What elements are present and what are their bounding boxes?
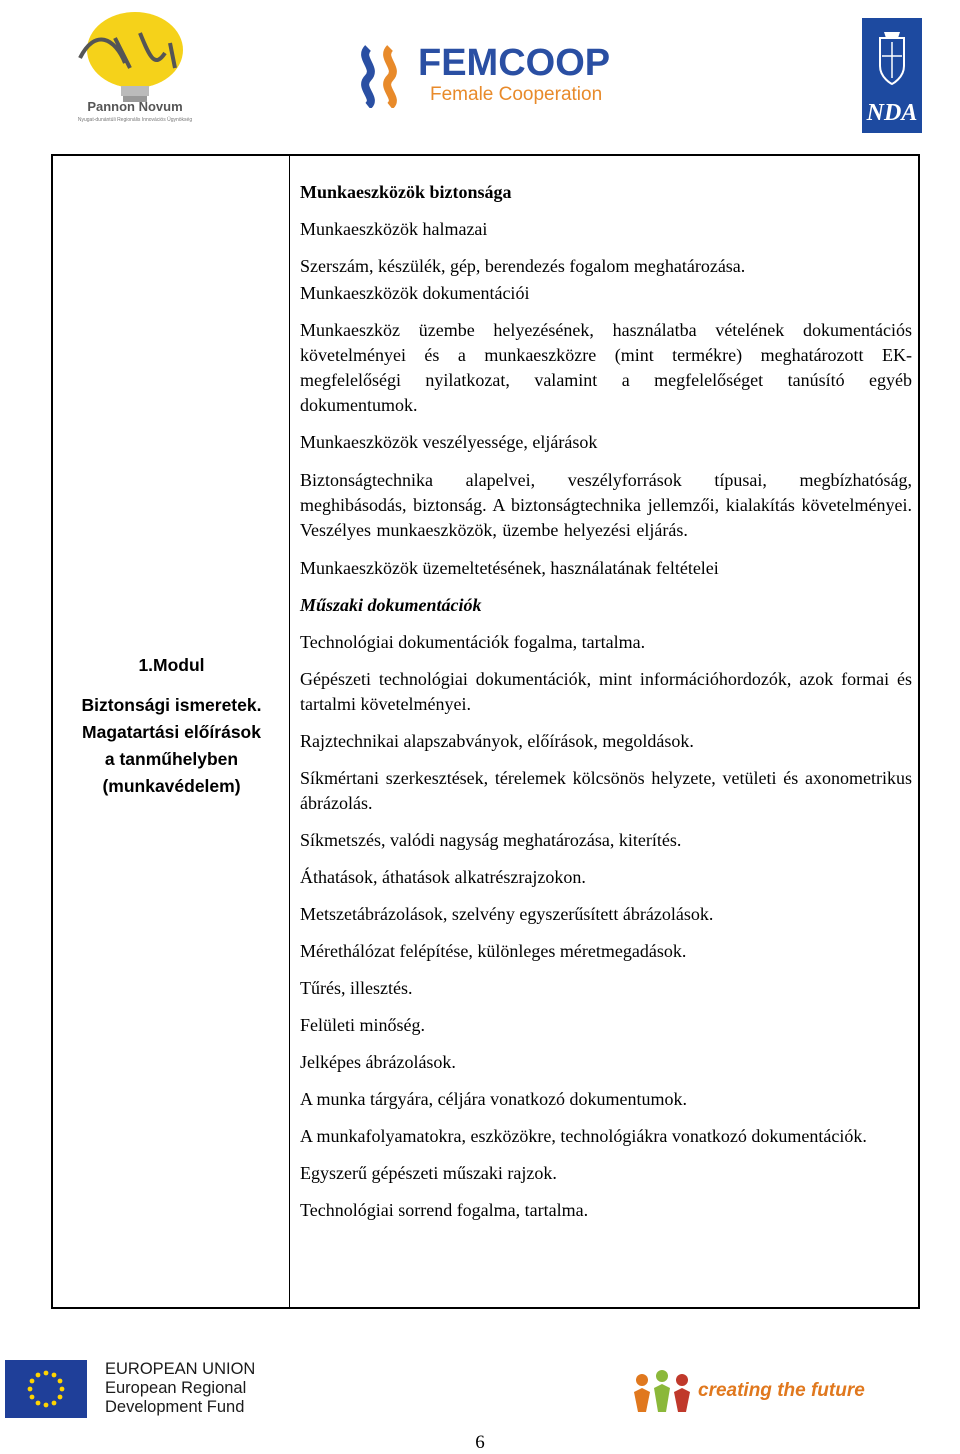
curriculum-table <box>51 154 920 1309</box>
module-label <box>53 652 290 800</box>
femcoop-title: FEMCOOP <box>418 42 611 84</box>
content-column <box>300 180 912 1223</box>
module-line: (munkavédelem) <box>102 776 241 796</box>
nda-title: NDA <box>866 100 918 126</box>
eu-line: European Regional <box>105 1379 247 1397</box>
eu-line: Development Fund <box>105 1398 245 1416</box>
content-paragraph: Rajztechnikai alapszabványok, előírások, megoldások. <box>300 731 694 751</box>
content-paragraph: Metszetábrázolások, szelvény egyszerűsített ábrázolások. <box>300 904 714 924</box>
subsection-title: Műszaki dokumentációk <box>300 595 482 615</box>
eu-erdf-logo <box>5 1360 260 1420</box>
section-title: Munkaeszközök biztonsága <box>300 182 512 202</box>
content-paragraph: Biztonságtechnika alapelvei, veszélyforrások típusai, megbízhatóság, meghibásodás, biztonság. A biztonságtechnika jellemzői, kialakítás követelményei. Veszélyes munkaeszközök, üzembe helyezési eljárás. <box>300 470 912 540</box>
content-paragraph: Síkmetszés, valódi nagyság meghatározása, kiterítés. <box>300 830 682 850</box>
eu-erdf-text <box>105 1360 255 1417</box>
pannon-novum-bulb-graphic <box>55 8 215 128</box>
content-paragraph: Munkaeszközök halmazai <box>300 219 488 239</box>
content-paragraph: Technológiai sorrend fogalma, tartalma. <box>300 1200 589 1220</box>
pannon-novum-subtitle: Nyugat-dunántúli Regionális Innovációs Ügynökség <box>77 117 193 123</box>
content-paragraph: Technológiai dokumentációk fogalma, tartalma. <box>300 632 646 652</box>
content-paragraph: Munkaeszközök üzemeltetésének, használatának feltételei <box>300 558 719 578</box>
content-paragraph: Szerszám, készülék, gép, berendezés fogalom meghatározása. <box>300 256 746 276</box>
pannon-novum-title: Pannon Novum <box>87 99 183 114</box>
content-paragraph: Gépészeti technológiai dokumentációk, mint információhordozók, azok formai és tartalmi követelményei. <box>300 669 912 714</box>
people-figures-icon <box>628 1362 698 1424</box>
content-paragraph: Munkaeszközök veszélyessége, eljárások <box>300 432 598 452</box>
page-number: 6 <box>475 1432 485 1453</box>
eu-line: EUROPEAN UNION <box>105 1360 256 1378</box>
content-paragraph: Munkaeszközök dokumentációi <box>300 283 530 303</box>
nda-graphic <box>862 18 922 133</box>
module-line: Magatartási előírások <box>82 722 261 742</box>
femcoop-logo <box>360 38 630 108</box>
content-paragraph: Felületi minőség. <box>300 1015 425 1035</box>
module-line: a tanműhelyben <box>104 749 239 769</box>
module-title: 1.Modul <box>138 655 205 675</box>
content-paragraph: Síkmértani szerkesztések, térelemek kölcsönös helyzete, vetületi és axonometrikus ábrázolás. <box>300 768 912 813</box>
content-paragraph: Munkaeszköz üzembe helyezésének, használatba vételének dokumentációs követelményei és a munkaeszközre (mint termékre) meghatározott EK-megfelelőségi nyilatkozat, valamint a megfelelőséget tanúsító egyéb dokumentumok. <box>300 320 912 415</box>
content-paragraph: Mérethálózat felépítése, különleges méretmegadások. <box>300 941 687 961</box>
ctf-tagline: creating the future <box>698 1380 865 1401</box>
module-line: Biztonsági ismeretek. <box>81 695 262 715</box>
femcoop-subtitle: Female Cooperation <box>430 84 603 105</box>
creating-the-future-logo <box>628 1362 920 1424</box>
pannon-novum-logo <box>55 8 215 128</box>
femcoop-graphic <box>360 38 630 108</box>
content-paragraph: A munka tárgyára, céljára vonatkozó dokumentumok. <box>300 1089 688 1109</box>
nda-logo <box>862 18 922 133</box>
module-column <box>53 156 290 1307</box>
content-paragraph: Tűrés, illesztés. <box>300 978 413 998</box>
eu-flag-icon <box>5 1360 87 1418</box>
content-paragraph: Egyszerű gépészeti műszaki rajzok. <box>300 1163 557 1183</box>
content-paragraph: Áthatások, áthatások alkatrészrajzokon. <box>300 867 586 887</box>
content-paragraph: Jelképes ábrázolások. <box>300 1052 456 1072</box>
content-paragraph: A munkafolyamatokra, eszközökre, technológiákra vonatkozó dokumentációk. <box>300 1126 867 1146</box>
